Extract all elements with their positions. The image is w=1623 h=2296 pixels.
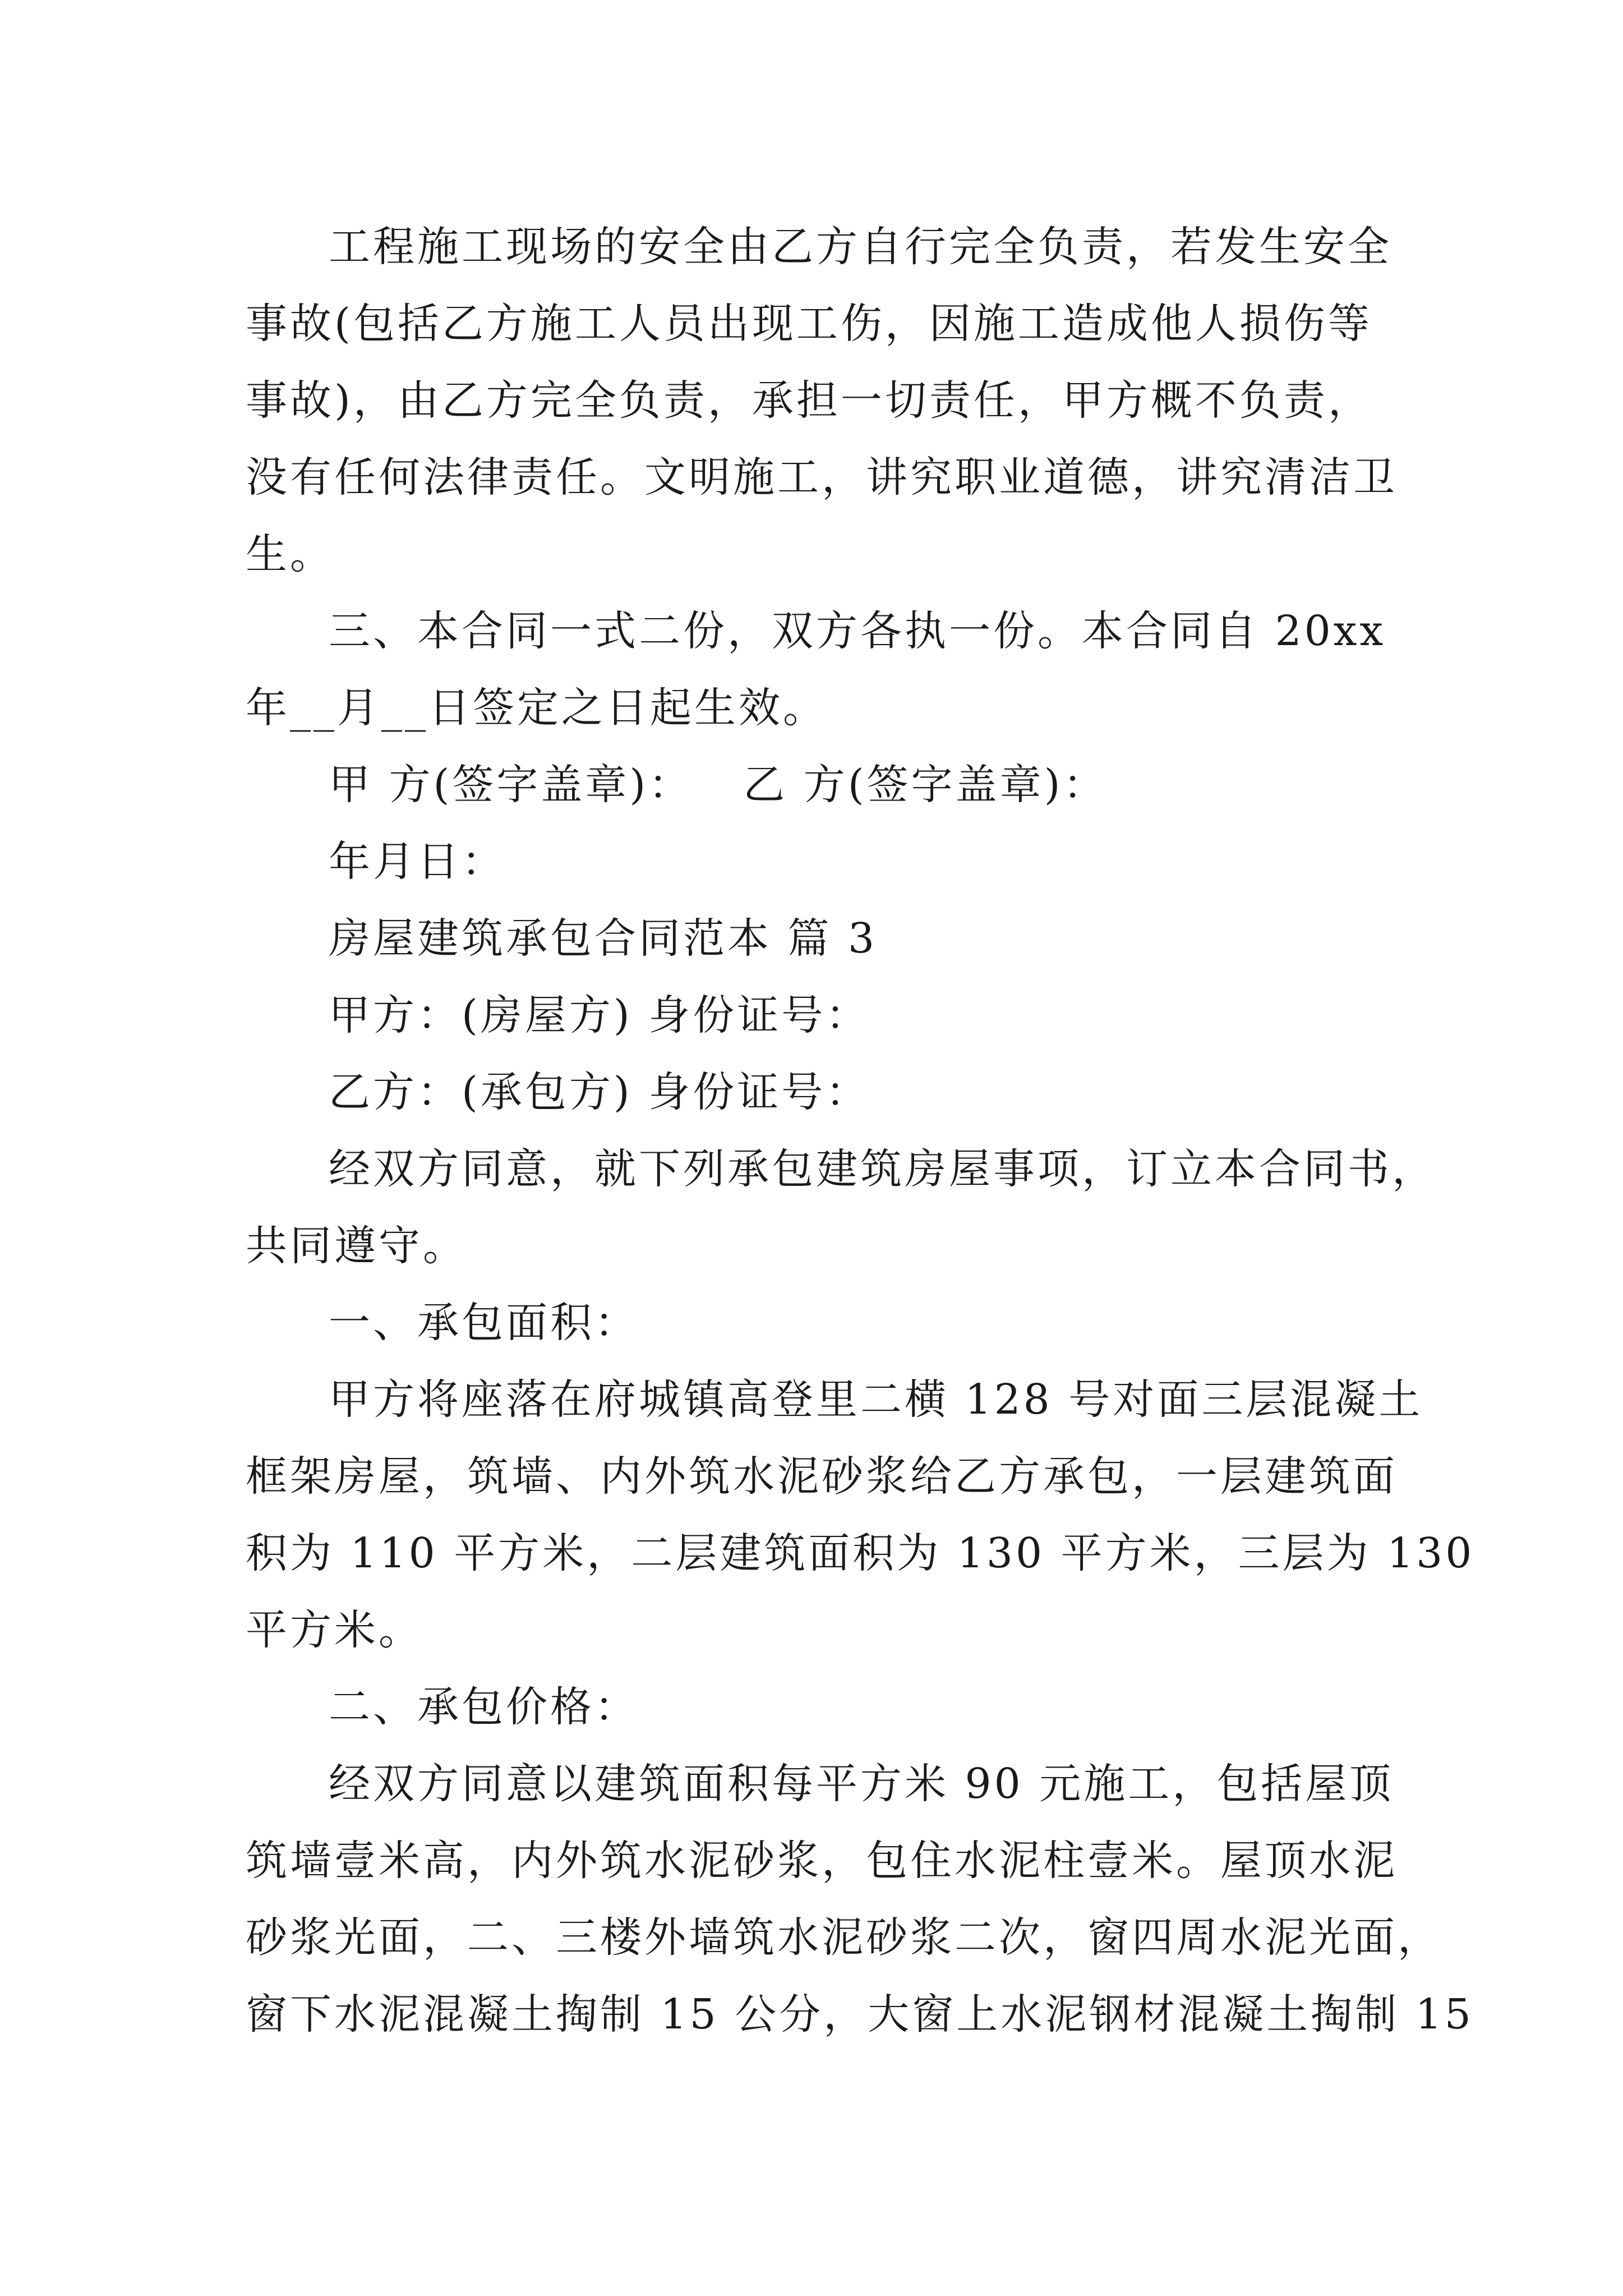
text-line: 窗下水泥混凝土掏制 15 公分，大窗上水泥钢材混凝土掏制 15 [246, 1990, 1474, 2039]
safety-paragraph [246, 209, 1398, 593]
date-line: 年月日： [329, 838, 506, 886]
text-line: 工程施工现场的安全由乙方自行完全负责，若发生安全 [329, 223, 1392, 271]
text-line: 生。 [246, 530, 334, 578]
text-line: 三、本合同一式二份，双方各执一份。本合同自 20xx [329, 607, 1386, 655]
text-line: 平方米。 [246, 1606, 423, 1654]
party-a-line: 甲方：(房屋方) 身份证号： [329, 991, 870, 1039]
party-b-signature: 乙 方(签字盖章)： [743, 761, 1108, 809]
section-title: 房屋建筑承包合同范本 篇 3 [329, 914, 878, 963]
heading-price: 二、承包价格： [329, 1683, 639, 1731]
signature-line [246, 747, 1384, 823]
text-line: 事故)，由乙方完全负责，承担一切责任，甲方概不负责， [246, 376, 1372, 425]
text-line: 经双方同意，就下列承包建筑房屋事项，订立本合同书， [329, 1145, 1436, 1193]
price-paragraph [246, 1746, 1474, 2053]
text-line: 积为 110 平方米，二层建筑面积为 130 平方米，三层为 130 [246, 1529, 1475, 1577]
text-line: 甲方将座落在府城镇高登里二横 128 号对面三层混凝土 [329, 1375, 1423, 1424]
party-b-line: 乙方：(承包方) 身份证号： [329, 1068, 870, 1116]
text-line: 框架房屋，筑墙、内外筑水泥砂浆给乙方承包，一层建筑面 [246, 1452, 1398, 1501]
text-line: 砂浆光面，二、三楼外墙筑水泥砂浆二次，窗四周水泥光面， [246, 1913, 1442, 1962]
text-line: 没有任何法律责任。文明施工，讲究职业道德，讲究清洁卫 [246, 453, 1398, 501]
text-line: 经双方同意以建筑面积每平方米 90 元施工，包括屋顶 [329, 1760, 1394, 1808]
document-body [246, 209, 1475, 2053]
text-line: 共同遵守。 [246, 1222, 467, 1270]
heading-area: 一、承包面积： [329, 1299, 639, 1347]
area-paragraph [246, 1361, 1475, 1669]
text-line: 事故(包括乙方施工人员出现工伤，因施工造成他人损伤等 [246, 300, 1372, 348]
party-a-signature: 甲 方(签字盖章)： [329, 761, 693, 809]
text-line: 筑墙壹米高，内外筑水泥砂浆，包住水泥柱壹米。屋顶水泥 [246, 1837, 1398, 1885]
text-line: 年__月__日签定之日起生效。 [246, 684, 827, 732]
clause-3-paragraph [246, 593, 1384, 747]
intro-paragraph [246, 1131, 1436, 1285]
